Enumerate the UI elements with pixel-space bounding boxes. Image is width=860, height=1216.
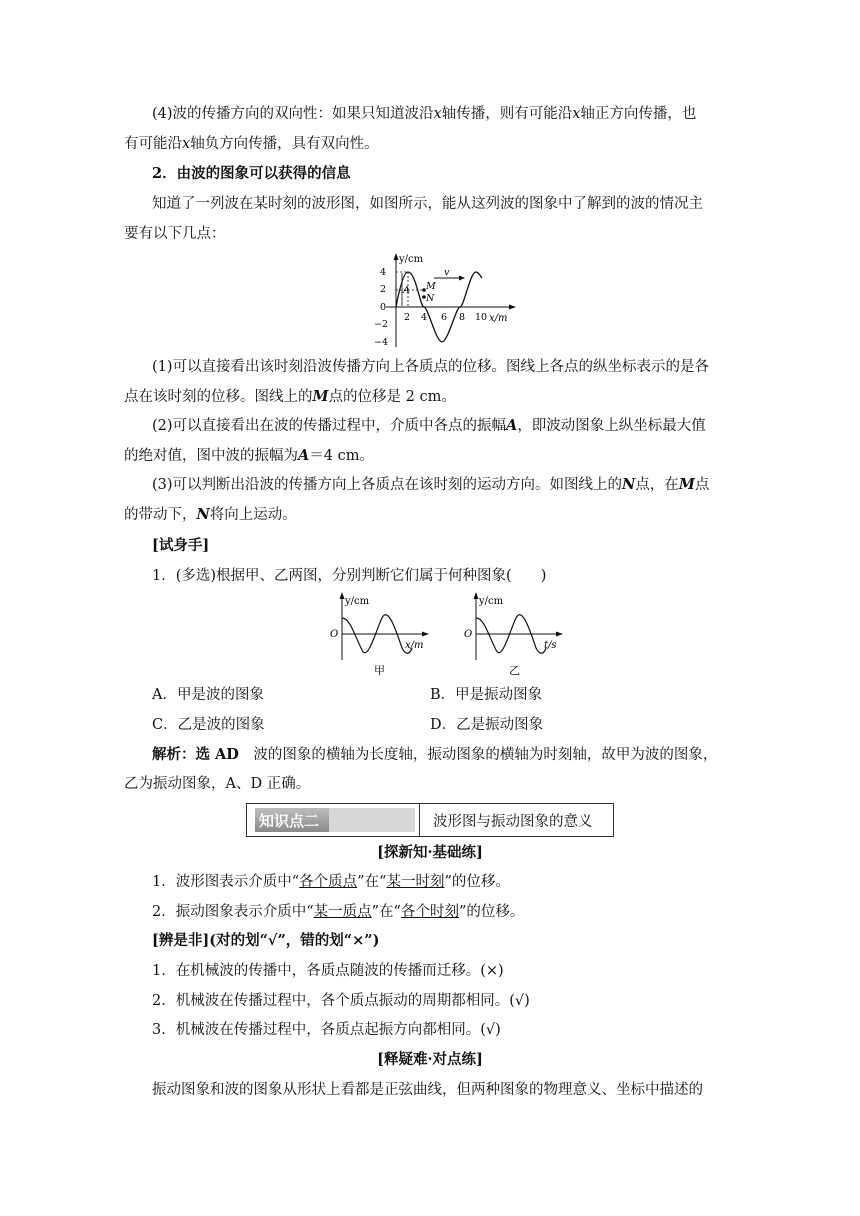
jia-origin: O: [330, 629, 339, 640]
option-a: A．甲是波的图象: [152, 687, 264, 703]
wave-y-axis-label: y/cm: [399, 254, 424, 265]
yi-y-label: y/cm: [479, 596, 504, 607]
point-3-line-1: (3)可以判断出沿波的传播方向上各质点在该时刻的运动方向。如图线上的N点，在M点: [152, 476, 710, 493]
wave-ytick: 0: [380, 302, 387, 313]
knowledge-point-box: [246, 803, 614, 837]
intro-line-2: 要有以下几点：: [124, 226, 226, 242]
knowledge-point-tag: 知识点二: [255, 808, 415, 832]
try-heading: [试身手]: [152, 537, 210, 554]
jia-y-label: y/cm: [345, 596, 370, 607]
wave-x-axis-label: x/m: [489, 313, 508, 324]
figure-left-jia: [326, 590, 438, 678]
wave-xtick: 10: [475, 312, 488, 323]
option-b: B．甲是振动图象: [430, 687, 543, 703]
wave-figure: [358, 250, 528, 350]
yi-origin: O: [464, 629, 473, 640]
option-d: D．乙是振动图象: [430, 717, 544, 733]
intro-line-1: 知道了一列波在某时刻的波形图，如图所示，能从这列波的图象中了解到的波的情况主: [152, 196, 703, 212]
point-1-line-1: (1)可以直接看出该时刻沿波传播方向上各质点的位移。图线上各点的纵坐标表示的是各: [152, 359, 710, 375]
point-2-line-1: (2)可以直接看出在波的传播过程中，介质中各点的振幅A，即波动图象上纵坐标最大值: [152, 417, 706, 434]
fact-1: 1．波形图表示介质中“各个质点”在“某一时刻”的位移。: [152, 874, 510, 890]
wave-point-n: N: [426, 293, 435, 304]
last-paragraph-line: 振动图象和波的图象从形状上看都是正弦曲线，但两种图象的物理意义、坐标中描述的: [152, 1082, 703, 1098]
wave-xtick: 2: [404, 312, 411, 323]
option-c: C．乙是波的图象: [152, 717, 265, 733]
point-1-line-2: 点在该时刻的位移。图线上的M点的位移是 2 cm。: [124, 388, 456, 405]
analysis-line-1: 解析：选 AD 波的图象的横轴为长度轴，振动图象的横轴为时刻轴，故甲为波的图象，: [152, 746, 718, 763]
figure-right-yi: [460, 590, 572, 678]
wave-ytick: −2: [374, 319, 389, 330]
yi-caption: 乙: [509, 664, 520, 677]
point-3-line-2: 的带动下，N将向上运动。: [124, 506, 297, 523]
wave-velocity-label: v: [444, 267, 450, 278]
para-4-line-1: (4)波的传播方向的双向性：如果只知道波沿x轴传播，则有可能沿x轴正方向传播，也: [152, 106, 697, 122]
yi-x-label: t/s: [544, 640, 557, 651]
wave-ytick: −4: [374, 337, 389, 348]
judge-1: 1．在机械波的传播中，各质点随波的传播而迁移。(×): [152, 963, 504, 979]
knowledge-point-title: 波形图与振动图象的意义: [433, 814, 593, 830]
wave-xtick: 4: [421, 312, 428, 323]
judge-heading: [辨是非](对的划“√”，错的划“×”): [152, 932, 380, 949]
wave-point-m: M: [426, 281, 436, 292]
judge-2: 2．机械波在传播过程中，各个质点振动的周期都相同。(√): [152, 993, 530, 1009]
wave-amplitude-label: A: [403, 285, 410, 296]
judge-3: 3．机械波在传播过程中，各质点起振方向都相同。(√): [152, 1022, 501, 1038]
wave-ytick: 2: [380, 284, 387, 295]
para-4-line-2: 有可能沿x轴负方向传播，具有双向性。: [124, 136, 379, 152]
analysis-line-2: 乙为振动图象，A、D 正确。: [124, 776, 311, 792]
release-heading: [释疑难·对点练]: [377, 1051, 483, 1068]
wave-ytick: 4: [380, 267, 387, 278]
explore-heading: [探新知·基础练]: [377, 844, 483, 861]
section-2-heading: 2．由波的图象可以获得的信息: [152, 165, 351, 182]
fact-2: 2．振动图象表示介质中“某一质点”在“各个时刻”的位移。: [152, 904, 525, 920]
jia-caption: 甲: [374, 664, 385, 677]
wave-xtick: 8: [459, 312, 466, 323]
wave-xtick: 6: [441, 312, 448, 323]
jia-x-label: x/m: [405, 640, 424, 651]
point-2-line-2: 的绝对值，图中波的振幅为A＝4 cm。: [124, 447, 374, 464]
question-1-stem: 1．(多选)根据甲、乙两图，分别判断它们属于何种图象( ): [152, 568, 547, 584]
